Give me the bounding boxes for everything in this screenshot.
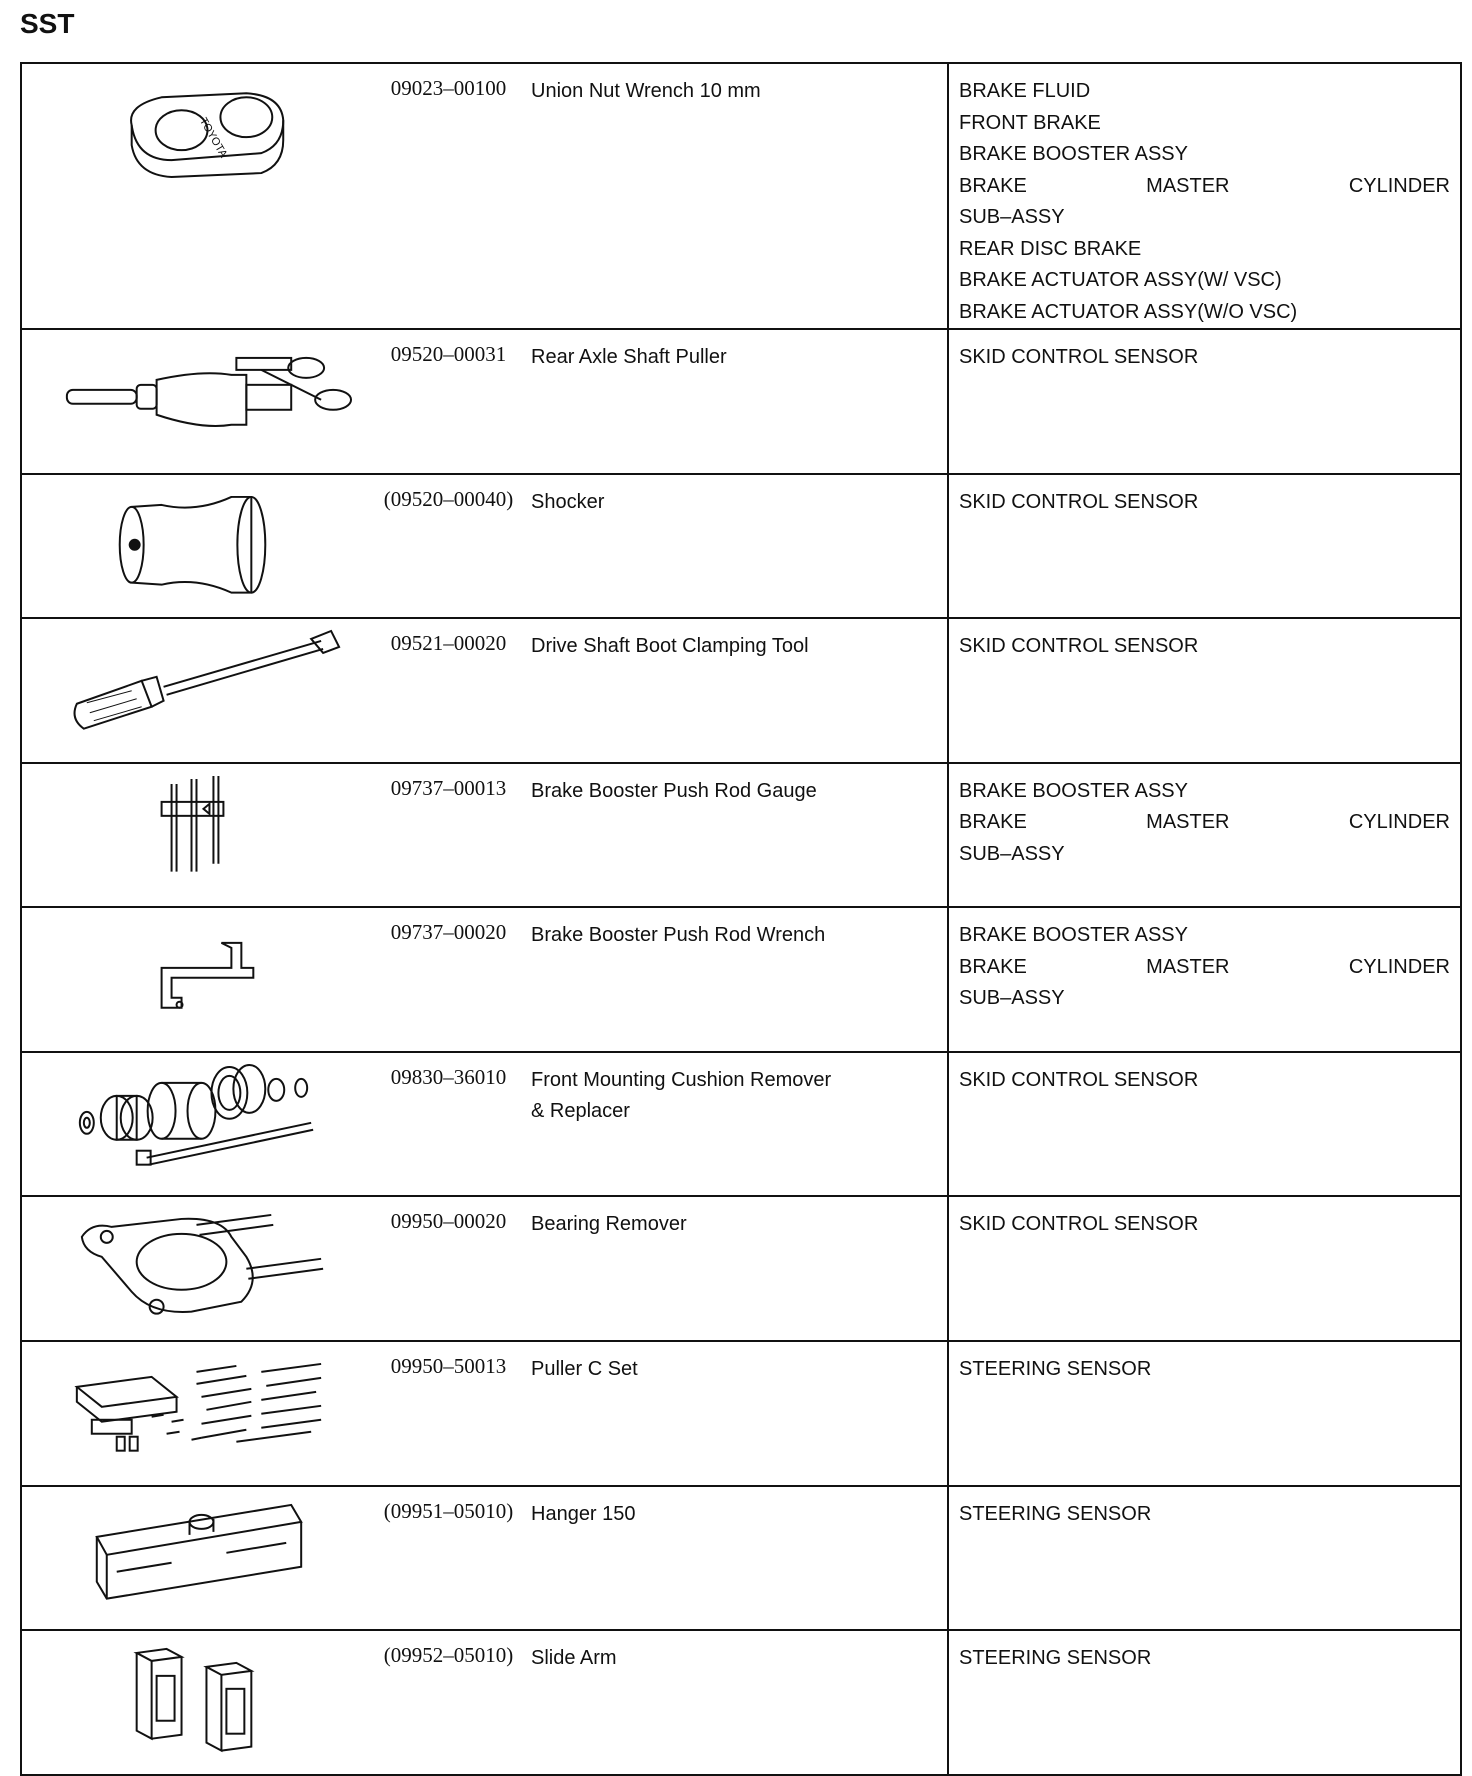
part-number: 09830–36010 <box>366 1052 531 1197</box>
part-number: 09950–50013 <box>366 1341 531 1486</box>
part-description <box>531 1052 948 1197</box>
description-line: Slide Arm <box>531 1647 617 1670</box>
usage-word: MASTER <box>1146 955 1230 978</box>
usage-item: BRAKE ACTUATOR ASSY(W/ VSC) <box>959 269 1282 291</box>
part-number: (09520–00040) <box>366 474 531 619</box>
table-row <box>21 1630 1461 1775</box>
usage-word: BRAKE <box>959 955 1027 978</box>
usage-item: BRAKE BOOSTER ASSY <box>959 779 1188 802</box>
usage-list <box>948 474 1461 619</box>
slide-arm-icon <box>21 1630 366 1775</box>
usage-list <box>948 763 1461 908</box>
usage-item: BRAKE ACTUATOR ASSY(W/O VSC) <box>959 300 1298 323</box>
push-rod-gauge-icon <box>21 763 366 908</box>
usage-item: SKID CONTROL SENSOR <box>959 346 1199 368</box>
usage-list <box>948 1052 1461 1197</box>
description-line: Puller C Set <box>531 1358 638 1381</box>
table-row <box>21 1196 1461 1341</box>
usage-item: REAR DISC BRAKE <box>959 237 1142 260</box>
usage-list <box>948 63 1461 329</box>
rear-axle-shaft-puller-icon <box>21 329 366 474</box>
usage-item <box>959 807 1450 839</box>
svg-text:TOYOTA: TOYOTA <box>196 115 230 160</box>
usage-item: FRONT BRAKE <box>959 111 1101 134</box>
description-line: Rear Axle Shaft Puller <box>531 346 727 368</box>
table-row <box>21 1052 1461 1197</box>
usage-item: SUB–ASSY <box>959 206 1065 228</box>
table-row <box>21 1486 1461 1631</box>
usage-list <box>948 1196 1461 1341</box>
description-line: Hanger 150 <box>531 1502 636 1525</box>
table-row <box>21 763 1461 908</box>
usage-item: BRAKE BOOSTER ASSY <box>959 143 1188 165</box>
usage-item <box>959 171 1450 203</box>
usage-item: SKID CONTROL SENSOR <box>959 1068 1199 1091</box>
description-line: Bearing Remover <box>531 1213 687 1236</box>
usage-item: STEERING SENSOR <box>959 1647 1152 1670</box>
part-description <box>531 1486 948 1631</box>
description-line: & Replacer <box>531 1099 630 1122</box>
usage-item: STEERING SENSOR <box>959 1502 1152 1525</box>
part-number: (09951–05010) <box>366 1486 531 1631</box>
table-row <box>21 63 1461 329</box>
usage-list <box>948 1630 1461 1775</box>
part-number: 09520–00031 <box>366 329 531 474</box>
usage-item <box>959 952 1450 984</box>
usage-word: CYLINDER <box>1348 811 1450 834</box>
bearing-remover-icon <box>21 1196 366 1341</box>
description-line: Brake Booster Push Rod Gauge <box>531 779 817 802</box>
boot-clamping-tool-icon <box>21 618 366 763</box>
usage-item: BRAKE FLUID <box>959 80 1091 102</box>
sst-table <box>20 62 1462 1776</box>
part-description <box>531 329 948 474</box>
union-nut-wrench-icon <box>21 63 366 329</box>
description-line: Brake Booster Push Rod Wrench <box>531 924 826 947</box>
description-line: Front Mounting Cushion Remover <box>531 1068 832 1091</box>
shocker-icon <box>21 474 366 619</box>
description-line: Shocker <box>531 490 605 513</box>
usage-item: SUB–ASSY <box>959 842 1065 865</box>
part-number: 09521–00020 <box>366 618 531 763</box>
part-description <box>531 763 948 908</box>
table-row <box>21 1341 1461 1486</box>
usage-item: BRAKE BOOSTER ASSY <box>959 924 1188 947</box>
usage-item: SKID CONTROL SENSOR <box>959 635 1199 658</box>
table-row <box>21 474 1461 619</box>
usage-list <box>948 618 1461 763</box>
page-title: SST <box>20 8 75 39</box>
part-description <box>531 1630 948 1775</box>
part-number: 09737–00020 <box>366 907 531 1052</box>
usage-word: CYLINDER <box>1348 955 1450 978</box>
table-row <box>21 329 1461 474</box>
part-description <box>531 907 948 1052</box>
usage-item: SUB–ASSY <box>959 987 1065 1010</box>
usage-item: SKID CONTROL SENSOR <box>959 490 1199 513</box>
hanger-icon <box>21 1486 366 1631</box>
puller-c-set-icon <box>21 1341 366 1486</box>
part-description <box>531 618 948 763</box>
part-number: 09737–00013 <box>366 763 531 908</box>
usage-word: BRAKE <box>959 811 1027 834</box>
usage-item: SKID CONTROL SENSOR <box>959 1213 1199 1236</box>
usage-word: BRAKE <box>959 174 1027 197</box>
table-row <box>21 907 1461 1052</box>
usage-word: CYLINDER <box>1348 174 1450 197</box>
push-rod-wrench-icon <box>21 907 366 1052</box>
part-number: (09952–05010) <box>366 1630 531 1775</box>
usage-list <box>948 329 1461 474</box>
cushion-remover-icon <box>21 1052 366 1197</box>
usage-word: MASTER <box>1146 811 1230 834</box>
usage-item: STEERING SENSOR <box>959 1358 1152 1381</box>
usage-list <box>948 1486 1461 1631</box>
part-description <box>531 1196 948 1341</box>
usage-list <box>948 907 1461 1052</box>
description-line: Drive Shaft Boot Clamping Tool <box>531 635 809 658</box>
description-line: Union Nut Wrench 10 mm <box>531 80 761 102</box>
part-number: 09950–00020 <box>366 1196 531 1341</box>
part-number: 09023–00100 <box>366 63 531 329</box>
usage-word: MASTER <box>1146 174 1230 197</box>
part-description <box>531 474 948 619</box>
part-description <box>531 1341 948 1486</box>
table-row <box>21 618 1461 763</box>
part-description <box>531 63 948 329</box>
usage-list <box>948 1341 1461 1486</box>
